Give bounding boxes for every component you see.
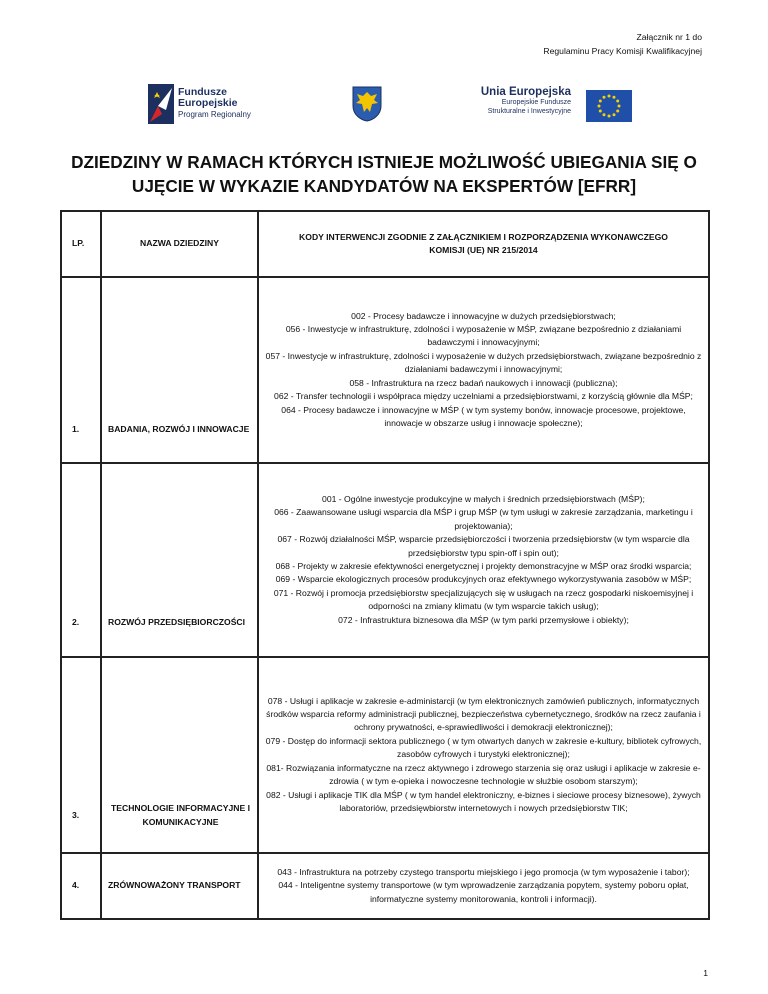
row-codes — [258, 463, 709, 657]
code-line: 069 - Wsparcie ekologicznych procesów produkcyjnych oraz efektywnego wykorzystywania zasobów w MŚP; — [275, 574, 692, 585]
table-header-row — [61, 211, 709, 277]
annex-note — [543, 30, 702, 58]
fundusze-europejskie-text — [178, 87, 251, 120]
code-line: 057 - Inwestycje w infrastrukturę, zdolności i wyposażenie w dużych przedsiębiorstwach, związane bezpośrednio z działaniami badawczymi i innowacyjnymi; — [265, 350, 702, 375]
table-row — [61, 463, 709, 657]
code-line: 058 - Infrastruktura na rzecz badań naukowych i innowacji (publiczna); — [349, 377, 618, 388]
fe-line-1: Fundusze — [178, 86, 227, 98]
row-domain-name: ROZWÓJ PRZEDSIĘBIORCZOŚCI — [101, 463, 258, 657]
fe-line-2: Europejskie — [178, 97, 238, 109]
code-line: 071 - Rozwój i promocja przedsiębiorstw specjalizujących się w usługach na rzecz gospodarki niskoemisyjnej i odporności na zmiany klimatu (w tym wsparcie takich usług); — [273, 587, 694, 612]
code-line: 082 - Usługi i aplikacje TIK dla MŚP ( w tym handel elektroniczny, e-biznes i sieciowe procesy biznesowe), żywych laboratoriów, przedsięwbiorstw internetowych i nowych przedsiębiorstw TIK; — [266, 789, 701, 813]
document-title: DZIEDZINY W RAMACH KTÓRYCH ISTNIEJE MOŻLIWOŚĆ UBIEGANIA SIĘ O UJĘCIE W WYKAZIE KANDYDATÓW NA EKSPERTÓW [EFRR] — [71, 152, 697, 196]
row-lp: 4. — [61, 853, 101, 919]
fundusze-europejskie-emblem-icon — [148, 84, 174, 124]
code-line: 043 - Infrastruktura na potrzeby czystego transportu miejskiego i jego promocja (w tym wyposażenie i tabor); — [277, 866, 690, 877]
unia-europejska-logo — [476, 86, 636, 126]
code-line: 056 - Inwestycje w infrastrukturę, zdolności i wyposażenie w MŚP, związane bezpośrednio z działaniami badawczymi i innowacyjnymi; — [285, 324, 682, 348]
row-codes — [258, 277, 709, 463]
row-lp: 1. — [61, 277, 101, 463]
ue-title: Unia Europejska — [480, 86, 571, 98]
code-line: 079 - Dostęp do informacji sektora publicznego ( w tym otwartych danych w zakresie e-kultury, bibliotek cyfrowych, zasobów cyfrowych i turystyki elektronicznej); — [265, 735, 702, 760]
row-lp: 2. — [61, 463, 101, 657]
header-name: NAZWA DZIEDZINY — [101, 211, 258, 277]
page-number: 1 — [703, 968, 708, 978]
table-row — [61, 277, 709, 463]
fe-line-3: Program Regionalny — [178, 110, 251, 119]
code-line: 078 - Usługi i aplikacje w zakresie e-administarcji (w tym elektronicznych zamówień publicznych, informatycznych środków wsparcia reformy administracji publicznej, bezpieczeństwa cybernetycznego, środków na rzecz zaufania i ochrony prywatności, e-sprawiedliwości i demokracji elektronicznej); — [266, 695, 701, 733]
header-codes: KODY INTERWENCJI ZGODNIE Z ZAŁĄCZNIKIEM I ROZPORZĄDZENIA WYKONAWCZEGO KOMISJI (UE) NR 215/2014 — [258, 211, 709, 277]
ue-sub-1: Europejskie Fundusze — [501, 99, 571, 106]
logo-bar — [0, 84, 768, 134]
code-line: 068 - Projekty w zakresie efektywności energetycznej i projekty demonstracyjne w MŚP oraz środki wsparcia; — [275, 561, 692, 571]
code-line: 062 - Transfer technologii i współpraca między uczelniami a przedsiębiorstwami, z korzyścią głównie dla MŚP; — [274, 391, 693, 402]
ue-text — [476, 86, 571, 116]
opolskie-crest — [352, 86, 382, 127]
code-line: 064 - Procesy badawcze i innowacyjne w MŚP ( w tym systemy bonów, innowacje procesowe, projektowe, innowacje w obszarze usług i innowacje społeczne); — [281, 404, 686, 428]
fundusze-europejskie-logo — [148, 84, 278, 128]
ue-sub-2: Strukturalne i Inwestycyjne — [487, 107, 571, 115]
eu-flag-icon — [586, 90, 632, 122]
row-lp: 3. — [61, 657, 101, 853]
domains-table — [60, 210, 710, 920]
code-line: 044 - Inteligentne systemy transportowe (w tym wprowadzenie zarządzania popytem, systemy poboru opłat, informatyczne systemy monitorowania, kontroli i informacji). — [278, 880, 689, 904]
code-line: 066 - Zaawansowane usługi wsparcia dla MŚP i grup MŚP (w tym usługi w zakresie zarządzania, marketingu i projektowania); — [274, 507, 693, 531]
row-codes — [258, 853, 709, 919]
table-row — [61, 657, 709, 853]
row-domain-name: TECHNOLOGIE INFORMACYJNE I KOMUNIKACYJNE — [101, 657, 258, 853]
code-line: 001 - Ogólne inwestycje produkcyjne w małych i średnich przedsiębiorstwach (MŚP); — [322, 493, 645, 504]
row-codes — [258, 657, 709, 853]
annex-line-2: Regulaminu Pracy Komisji Kwalifikacyjnej — [543, 46, 702, 56]
code-line: 067 - Rozwój działalności MŚP, wsparcie przedsiębiorczości i tworzenia przedsiębiorstw (w tym wsparcie dla przedsiębiorstw typu spin-off i spin out); — [277, 534, 690, 558]
header-lp: LP. — [61, 211, 101, 277]
code-line: 081- Rozwiązania informatyczne na rzecz aktywnego i zdrowego starzenia się oraz usługi i aplikacje w zakresie e-zdrowia ( w tym e-opieka i nowoczesne technologie w służbie osobom starszym); — [266, 762, 701, 787]
annex-line-1: Załącznik nr 1 do — [636, 32, 702, 42]
table-row — [61, 853, 709, 919]
row-domain-name: ZRÓWNOWAŻONY TRANSPORT — [101, 853, 258, 919]
code-line: 002 - Procesy badawcze i innowacyjne w dużych przedsiębiorstwach; — [351, 310, 616, 321]
code-line: 072 - Infrastruktura biznesowa dla MŚP (w tym parki przemysłowe i obiekty); — [338, 614, 629, 625]
row-domain-name: BADANIA, ROZWÓJ I INNOWACJE — [101, 277, 258, 463]
eagle-crest-icon — [352, 86, 382, 122]
